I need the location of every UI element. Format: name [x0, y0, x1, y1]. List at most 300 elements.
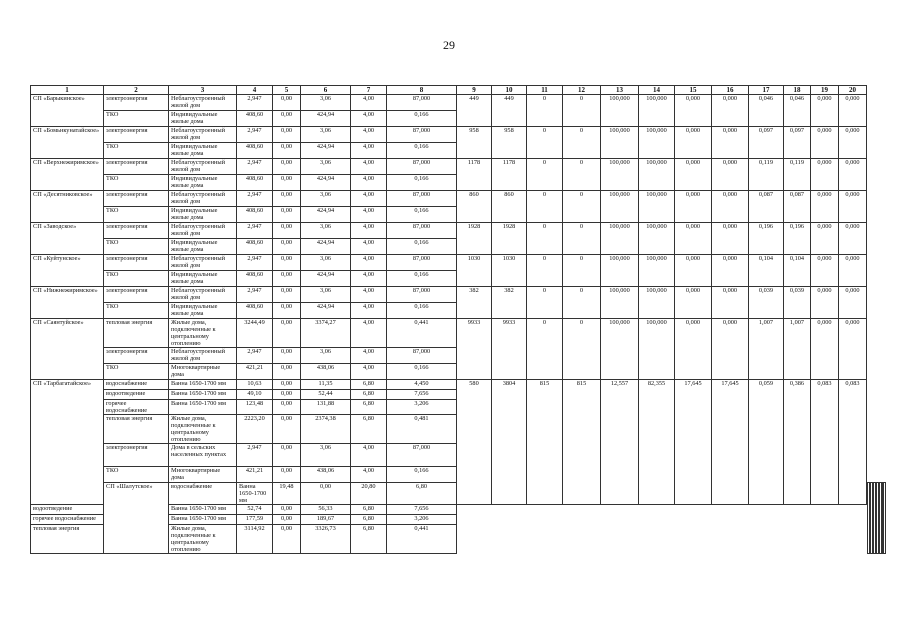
value-cell: 0,386 [784, 380, 811, 505]
value-cell: 0,039 [749, 287, 784, 319]
settlement-name: СП «Бомьнкунатайское» [31, 127, 104, 159]
value-cell: 0,000 [811, 319, 839, 380]
value-cell: 424,94 [301, 271, 351, 287]
consumer-category: Многоквартирные дома [169, 467, 237, 483]
value-cell: 4,00 [351, 143, 387, 159]
value-cell: 0,000 [675, 95, 712, 127]
value-cell: 4,00 [351, 303, 387, 319]
value-cell: 0 [527, 287, 563, 319]
value-cell: 6,80 [351, 505, 387, 515]
value-cell: 0,00 [273, 239, 301, 255]
value-cell: 0,00 [273, 95, 301, 111]
table-row [31, 95, 886, 111]
value-cell: 0,000 [811, 223, 839, 255]
value-cell: 0,039 [784, 287, 811, 319]
value-cell: 123,48 [237, 400, 273, 415]
value-cell: 0 [563, 223, 601, 255]
consumer-category: Жилые дома, подключенные к центральному отоплению [169, 525, 237, 554]
value-cell: 3,06 [301, 348, 351, 364]
resource-type: горячее водоснабжение [31, 515, 104, 525]
value-cell: 408,60 [237, 111, 273, 127]
value-cell: 0,046 [784, 95, 811, 127]
value-cell: 100,000 [601, 127, 639, 159]
value-cell: 100,000 [601, 95, 639, 127]
value-cell: 100,000 [639, 319, 675, 380]
value-cell: 0,000 [712, 319, 749, 380]
value-cell: 0 [563, 127, 601, 159]
value-cell: 87,000 [387, 127, 457, 143]
value-cell: 0 [563, 255, 601, 287]
consumer-category: Ванна 1650-1700 мм [169, 515, 237, 525]
value-cell: 3,06 [301, 127, 351, 143]
value-cell: 4,00 [351, 159, 387, 175]
value-cell: 958 [492, 127, 527, 159]
settlement-name: СП «Куйтунское» [31, 255, 104, 287]
consumer-category: Индивидуальные жилые дома [169, 239, 237, 255]
value-cell: 100,000 [639, 255, 675, 287]
resource-type: ТКО [104, 175, 169, 191]
value-cell: 49,10 [237, 390, 273, 400]
value-cell: 2,947 [237, 223, 273, 239]
value-cell: 0,000 [675, 191, 712, 223]
value-cell: 2,947 [237, 444, 273, 467]
value-cell: 0,196 [784, 223, 811, 255]
value-cell: 0,000 [839, 287, 867, 319]
value-cell: 87,000 [387, 444, 457, 467]
resource-type: ТКО [104, 364, 169, 380]
value-cell: 0,000 [712, 223, 749, 255]
value-cell: 0,046 [749, 95, 784, 127]
value-cell: 3,06 [301, 223, 351, 239]
value-cell: 0,087 [784, 191, 811, 223]
column-header: 12 [563, 86, 601, 95]
value-cell: 3,06 [301, 159, 351, 175]
value-cell: 860 [457, 191, 492, 223]
value-cell: 0,000 [712, 127, 749, 159]
resource-type: тепловая энергия [31, 525, 104, 554]
consumer-category: Индивидуальные жилые дома [169, 111, 237, 127]
value-cell: 177,59 [237, 515, 273, 525]
value-cell: 100,000 [639, 159, 675, 191]
consumer-category: Неблагоустроенный жилой дом [169, 95, 237, 111]
resource-type: электроэнергия [104, 191, 169, 207]
value-cell: 4,00 [351, 271, 387, 287]
value-cell: 0,000 [839, 127, 867, 159]
value-cell: 1,007 [784, 319, 811, 380]
value-cell: 0,441 [387, 319, 457, 348]
value-cell: 424,94 [301, 175, 351, 191]
value-cell: 438,06 [301, 364, 351, 380]
value-cell: 0,00 [273, 223, 301, 239]
value-cell: 6,80 [351, 525, 387, 554]
value-cell: 815 [563, 380, 601, 505]
resource-type: электроэнергия [104, 444, 169, 467]
value-cell: 0,441 [387, 525, 457, 554]
table-row [31, 127, 886, 143]
value-cell: 87,000 [387, 223, 457, 239]
consumer-category: Ванна 1650-1700 мм [169, 380, 237, 390]
value-cell: 100,000 [601, 159, 639, 191]
value-cell: 1928 [492, 223, 527, 255]
consumer-category: Дома в сельских населенных пунктах [169, 444, 237, 467]
value-cell: 0 [563, 159, 601, 191]
settlement-name: СП «Десятниковское» [31, 191, 104, 223]
value-cell: 3114,92 [237, 525, 273, 554]
page-number: 29 [443, 38, 455, 52]
value-cell: 4,00 [351, 444, 387, 467]
value-cell: 4,00 [351, 319, 387, 348]
value-cell: 2,947 [237, 191, 273, 207]
value-cell: 424,94 [301, 303, 351, 319]
value-cell: 4,00 [351, 467, 387, 483]
resource-type: электроэнергия [104, 223, 169, 239]
consumer-category: Ванна 1650-1700 мм [169, 400, 237, 415]
resource-type: горячее водоснабжение [104, 400, 169, 415]
value-cell: 958 [457, 127, 492, 159]
value-cell: 408,60 [237, 239, 273, 255]
value-cell: 0,083 [811, 380, 839, 505]
value-cell: 3,206 [387, 400, 457, 415]
value-cell: 3,06 [301, 95, 351, 111]
value-cell: 438,06 [301, 467, 351, 483]
column-header: 2 [104, 86, 169, 95]
value-cell: 4,00 [351, 255, 387, 271]
value-cell: 0,166 [387, 207, 457, 223]
value-cell: 4,00 [351, 207, 387, 223]
value-cell: 52,44 [301, 390, 351, 400]
settlement-name: СП «Нижнежиримское» [31, 287, 104, 319]
value-cell: 4,00 [351, 111, 387, 127]
value-cell: 100,000 [639, 223, 675, 255]
value-cell: 2,947 [237, 95, 273, 111]
value-cell: 1178 [457, 159, 492, 191]
value-cell: 0 [563, 95, 601, 127]
value-cell: 19,48 [273, 483, 301, 505]
value-cell: 0 [527, 255, 563, 287]
consumer-category: Неблагоустроенный жилой дом [169, 287, 237, 303]
value-cell: 0,000 [712, 159, 749, 191]
value-cell: 0,000 [839, 319, 867, 380]
column-header: 15 [675, 86, 712, 95]
value-cell: 0,000 [675, 255, 712, 287]
tariff-table [30, 85, 886, 554]
value-cell: 0,00 [301, 483, 351, 505]
consumer-category: Неблагоустроенный жилой дом [169, 159, 237, 175]
value-cell: 0,00 [273, 191, 301, 207]
value-cell: 0 [563, 191, 601, 223]
value-cell: 10,63 [237, 380, 273, 390]
value-cell: 2,947 [237, 348, 273, 364]
value-cell: 0,000 [839, 255, 867, 287]
column-header: 19 [811, 86, 839, 95]
value-cell: 0,00 [273, 380, 301, 390]
value-cell: 2,947 [237, 159, 273, 175]
value-cell: 100,000 [601, 319, 639, 380]
table-row [31, 319, 886, 348]
value-cell: 0,119 [784, 159, 811, 191]
value-cell: 3,06 [301, 287, 351, 303]
value-cell: 0,000 [811, 255, 839, 287]
value-cell: 3804 [492, 380, 527, 505]
column-header: 10 [492, 86, 527, 95]
resource-type: электроэнергия [104, 95, 169, 111]
value-cell: 0,00 [273, 143, 301, 159]
value-cell: 100,000 [639, 191, 675, 223]
value-cell: 87,000 [387, 191, 457, 207]
value-cell: 424,94 [301, 143, 351, 159]
consumer-category: Индивидуальные жилые дома [169, 143, 237, 159]
value-cell: 421,21 [237, 467, 273, 483]
column-header: 18 [784, 86, 811, 95]
value-cell: 20,80 [351, 483, 387, 505]
value-cell: 0 [527, 159, 563, 191]
resource-type: ТКО [104, 303, 169, 319]
column-header: 20 [839, 86, 867, 95]
value-cell: 12,557 [601, 380, 639, 505]
value-cell: 0,000 [811, 159, 839, 191]
value-cell: 3,06 [301, 191, 351, 207]
value-cell: 0,166 [387, 143, 457, 159]
value-cell: 6,80 [351, 390, 387, 400]
column-header: 3 [169, 86, 237, 95]
resource-type: тепловая энергия [104, 319, 169, 348]
resource-type: ТКО [104, 111, 169, 127]
consumer-category: Неблагоустроенный жилой дом [169, 191, 237, 207]
value-cell: 424,94 [301, 111, 351, 127]
value-cell: 0,00 [273, 287, 301, 303]
column-header: 1 [31, 86, 104, 95]
value-cell: 131,88 [301, 400, 351, 415]
resource-type: электроэнергия [104, 348, 169, 364]
value-cell: 0,000 [811, 127, 839, 159]
value-cell: 4,450 [387, 380, 457, 390]
table-row [31, 255, 886, 271]
value-cell: 0,00 [273, 525, 301, 554]
value-cell: 7,656 [387, 390, 457, 400]
value-cell: 0,166 [387, 364, 457, 380]
settlement-name: СП «Шалутское» [104, 483, 169, 554]
value-cell: 6,80 [351, 515, 387, 525]
value-cell: 100,000 [601, 223, 639, 255]
column-number-header [31, 86, 886, 95]
value-cell: 382 [457, 287, 492, 319]
value-cell: 4,00 [351, 127, 387, 143]
resource-type: водоснабжение [169, 483, 237, 505]
column-header: 8 [387, 86, 457, 95]
settlement-name: СП «Верхнежиримское» [31, 159, 104, 191]
column-header: 5 [273, 86, 301, 95]
value-cell: 0,087 [749, 191, 784, 223]
value-cell: 424,94 [301, 239, 351, 255]
value-cell: 0 [527, 223, 563, 255]
value-cell: 0,00 [273, 415, 301, 444]
value-cell: 860 [492, 191, 527, 223]
value-cell: 0,000 [839, 159, 867, 191]
column-header: 16 [712, 86, 749, 95]
value-cell: 3244,49 [237, 319, 273, 348]
value-cell: 408,60 [237, 175, 273, 191]
consumer-category: Индивидуальные жилые дома [169, 207, 237, 223]
value-cell: 87,000 [387, 159, 457, 175]
table-row [31, 191, 886, 207]
consumer-category: Жилые дома, подключенные к центральному отоплению [169, 415, 237, 444]
value-cell: 0,104 [784, 255, 811, 287]
value-cell: 2,947 [237, 127, 273, 143]
value-cell: 0,000 [675, 319, 712, 380]
value-cell: 0,059 [749, 380, 784, 505]
value-cell: 0 [527, 319, 563, 380]
value-cell: 449 [492, 95, 527, 127]
resource-type: ТКО [104, 143, 169, 159]
value-cell: 4,00 [351, 239, 387, 255]
value-cell: 408,60 [237, 303, 273, 319]
consumer-category: Неблагоустроенный жилой дом [169, 127, 237, 143]
value-cell: 408,60 [237, 143, 273, 159]
value-cell: 4,00 [351, 287, 387, 303]
value-cell: 100,000 [639, 127, 675, 159]
value-cell: 0,00 [273, 111, 301, 127]
consumer-category: Ванна 1650-1700 мм [169, 505, 237, 515]
value-cell: 3374,27 [301, 319, 351, 348]
resource-type: электроэнергия [104, 287, 169, 303]
value-cell: 3,06 [301, 444, 351, 467]
consumer-category: Индивидуальные жилые дома [169, 303, 237, 319]
value-cell: 0,097 [784, 127, 811, 159]
value-cell: 0,00 [273, 444, 301, 467]
value-cell: 0,000 [675, 223, 712, 255]
column-header: 11 [527, 86, 563, 95]
value-cell: 0,119 [749, 159, 784, 191]
table-row [31, 380, 886, 390]
value-cell: 3,06 [301, 255, 351, 271]
value-cell: 0,000 [811, 287, 839, 319]
resource-type: водоотведение [31, 505, 104, 515]
consumer-category: Индивидуальные жилые дома [169, 175, 237, 191]
value-cell: 0,166 [387, 111, 457, 127]
value-cell: 0,00 [273, 505, 301, 515]
value-cell: 0,000 [839, 223, 867, 255]
resource-type: ТКО [104, 207, 169, 223]
value-cell: 0,000 [675, 127, 712, 159]
value-cell: 0,166 [387, 271, 457, 287]
value-cell: 580 [457, 380, 492, 505]
value-cell: 6,80 [387, 483, 457, 505]
value-cell: 0,00 [273, 515, 301, 525]
consumer-category: Индивидуальные жилые дома [169, 271, 237, 287]
value-cell: 2,947 [237, 255, 273, 271]
value-cell: 3,206 [387, 515, 457, 525]
value-cell: 87,000 [387, 348, 457, 364]
value-cell: 0 [527, 95, 563, 127]
value-cell: 0,166 [387, 467, 457, 483]
value-cell: 100,000 [639, 95, 675, 127]
value-cell: 408,60 [237, 271, 273, 287]
column-header: 13 [601, 86, 639, 95]
value-cell: 1178 [492, 159, 527, 191]
consumer-category: Неблагоустроенный жилой дом [169, 348, 237, 364]
value-cell: 4,00 [351, 95, 387, 111]
value-cell: 0,000 [839, 95, 867, 127]
value-cell: 9933 [492, 319, 527, 380]
value-cell: 0,000 [811, 95, 839, 127]
column-header: 6 [301, 86, 351, 95]
value-cell: 0,00 [273, 175, 301, 191]
value-cell: 0,000 [712, 191, 749, 223]
value-cell: 0,00 [273, 348, 301, 364]
value-cell: 0,166 [387, 239, 457, 255]
value-cell: 0,00 [273, 127, 301, 143]
value-cell: 0,000 [675, 287, 712, 319]
value-cell: 0,097 [749, 127, 784, 159]
value-cell: 7,656 [387, 505, 457, 515]
settlement-name: СП «Барыкинское» [31, 95, 104, 127]
value-cell: 6,80 [351, 380, 387, 390]
value-cell: 4,00 [351, 191, 387, 207]
value-cell: 0,00 [273, 400, 301, 415]
value-cell: 189,67 [301, 515, 351, 525]
value-cell: 0,000 [811, 191, 839, 223]
resource-type: ТКО [104, 271, 169, 287]
value-cell: 449 [457, 95, 492, 127]
value-cell: 6,80 [351, 400, 387, 415]
value-cell: 17,645 [712, 380, 749, 505]
value-cell: 100,000 [639, 287, 675, 319]
value-cell: 421,21 [237, 364, 273, 380]
resource-type: водоотведение [104, 390, 169, 400]
value-cell: 0,00 [273, 255, 301, 271]
value-cell: 0,00 [273, 207, 301, 223]
value-cell [884, 483, 886, 554]
value-cell: 0 [563, 319, 601, 380]
consumer-category: Многоквартирные дома [169, 364, 237, 380]
resource-type: электроэнергия [104, 127, 169, 143]
consumer-category: Неблагоустроенный жилой дом [169, 255, 237, 271]
value-cell: 0 [527, 191, 563, 223]
resource-type: водоснабжение [104, 380, 169, 390]
settlement-name: СП «Заводское» [31, 223, 104, 255]
column-header: 7 [351, 86, 387, 95]
value-cell: 0 [527, 127, 563, 159]
table-row [31, 287, 886, 303]
consumer-category: Ванна 1650-1700 мм [169, 390, 237, 400]
value-cell: 0,000 [839, 191, 867, 223]
consumer-category: Ванна 1650-1700 мм [237, 483, 273, 505]
value-cell: 2223,20 [237, 415, 273, 444]
value-cell: 0,00 [273, 364, 301, 380]
value-cell: 4,00 [351, 223, 387, 239]
column-header: 17 [749, 86, 784, 95]
settlement-name: СП «Тарбагатайское» [31, 380, 104, 505]
resource-type: ТКО [104, 467, 169, 483]
value-cell: 0,00 [273, 467, 301, 483]
value-cell: 4,00 [351, 364, 387, 380]
value-cell: 0,00 [273, 271, 301, 287]
value-cell: 0,481 [387, 415, 457, 444]
value-cell: 100,000 [601, 191, 639, 223]
value-cell: 87,000 [387, 95, 457, 111]
resource-type: электроэнергия [104, 159, 169, 175]
value-cell: 87,000 [387, 255, 457, 271]
value-cell: 11,35 [301, 380, 351, 390]
value-cell: 4,00 [351, 175, 387, 191]
value-cell: 1030 [457, 255, 492, 287]
value-cell: 100,000 [601, 255, 639, 287]
value-cell: 4,00 [351, 348, 387, 364]
value-cell: 0,166 [387, 175, 457, 191]
resource-type: электроэнергия [104, 255, 169, 271]
value-cell: 6,80 [351, 415, 387, 444]
value-cell: 0,000 [712, 255, 749, 287]
